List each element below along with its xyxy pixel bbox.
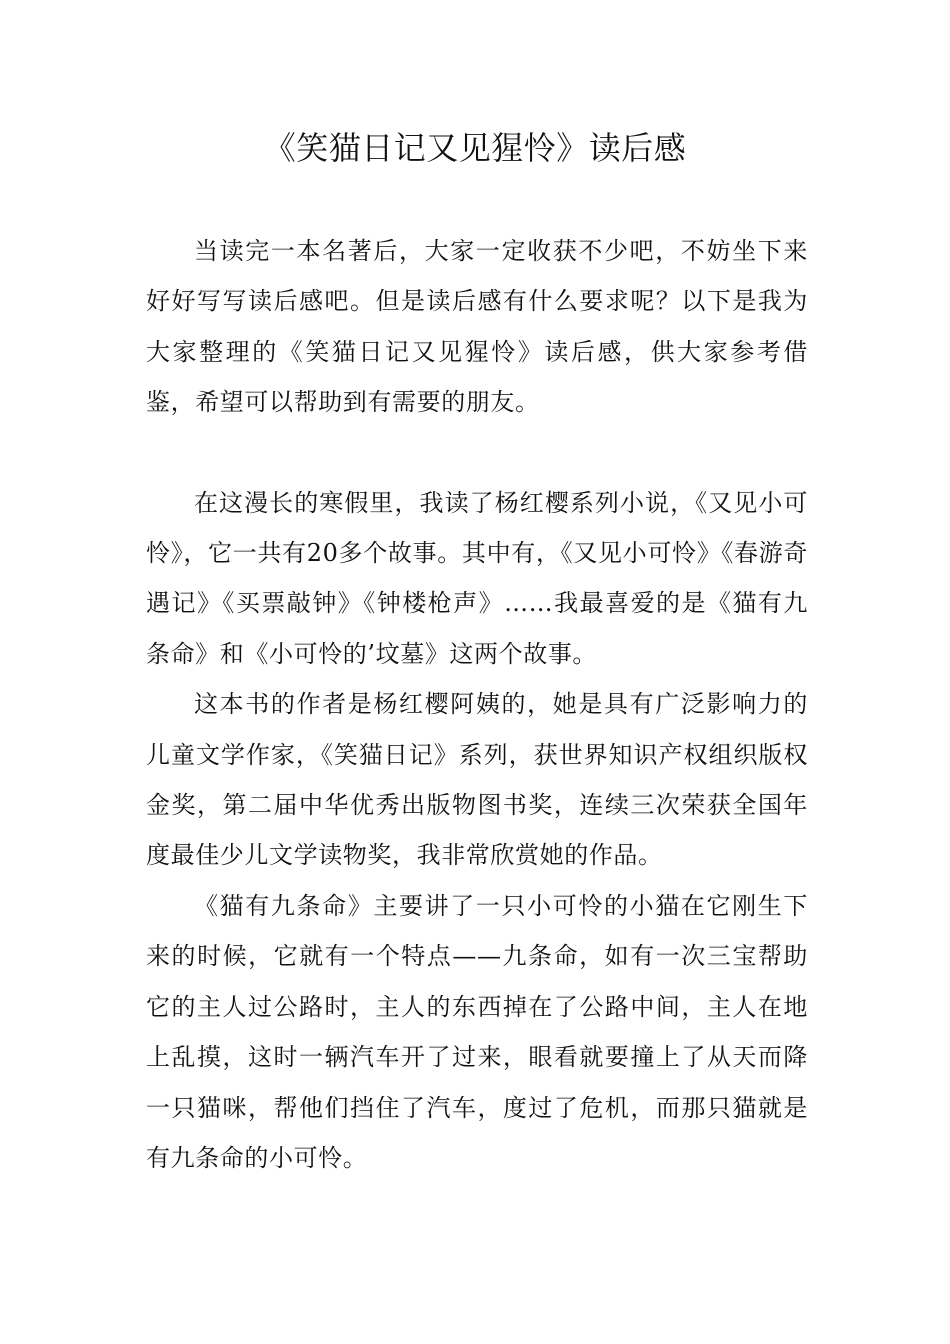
body-paragraph-1: 在这漫长的寒假里，我读了杨红樱系列小说，《又见小可怜》，它一共有20多个故事。其中有，《又见小可怜》《春游奇遇记》《买票敲钟》《钟楼枪声》……我最喜爱的是《猫有九条命》和《小可怜的’坟墓》这两个故事。 (146, 488, 808, 668)
document-body (146, 226, 808, 1183)
body-paragraph-3: 《猫有九条命》主要讲了一只小可怜的小猫在它刚生下来的时候，它就有一个特点——九条命，如有一次三宝帮助它的主人过公路时，主人的东西掉在了公路中间，主人在地上乱摸，这时一辆汽车开了过来，眼看就要撞上了从天而降一只猫咪，帮他们挡住了汽车，度过了危机，而那只猫就是有九条命的小可怜。 (146, 891, 808, 1172)
document-title: 《笑猫日记又见猩怜》读后感 (263, 129, 687, 167)
intro-paragraph: 当读完一本名著后，大家一定收获不少吧，不妨坐下来好好写写读后感吧。但是读后感有什么要求呢？以下是我为大家整理的《笑猫日记又见猩怜》读后感，供大家参考借鉴，希望可以帮助到有需要的朋友。 (146, 237, 808, 417)
paragraph-gap (146, 428, 808, 478)
body-paragraph-2: 这本书的作者是杨红樱阿姨的，她是具有广泛影响力的儿童文学作家，《笑猫日记》系列，获世界知识产权组织版权金奖，第二届中华优秀出版物图书奖，连续三次荣获全国年度最佳少儿文学读物奖，我非常欣赏她的作品。 (146, 690, 808, 870)
